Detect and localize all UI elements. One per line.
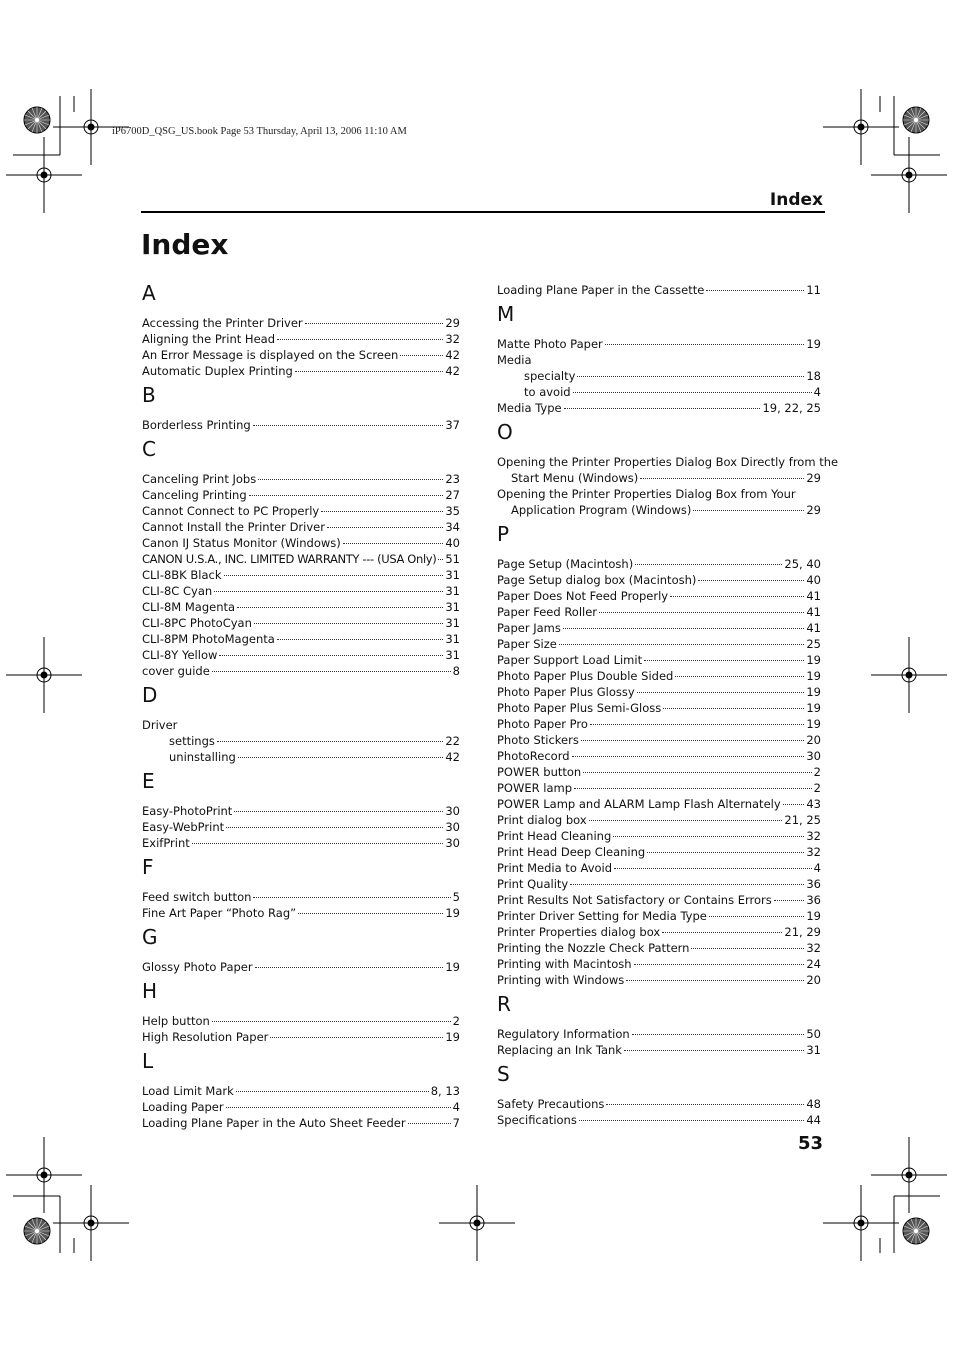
registration-mark-left-upper <box>6 137 82 213</box>
index-entry: CLI-8Y Yellow 31 <box>142 648 460 662</box>
section-letter: B <box>142 383 156 407</box>
registration-mark-bottom-center <box>439 1185 515 1261</box>
header-rule <box>141 211 825 213</box>
registration-mark-right-upper <box>871 137 947 213</box>
star-mark-top-right <box>903 107 929 133</box>
section-letter: O <box>497 420 513 444</box>
section-letter: G <box>142 925 158 949</box>
index-entry: Canon IJ Status Monitor (Windows) 40 <box>142 536 460 550</box>
running-header: Index <box>769 190 823 210</box>
index-entry: POWER button 2 <box>497 765 821 779</box>
index-subentry: settings 22 <box>169 734 460 748</box>
index-column-right <box>497 282 839 1133</box>
index-entry: CANON U.S.A., INC. LIMITED WARRANTY --- (USA Only) 51 <box>142 552 460 566</box>
registration-mark-left-middle <box>6 637 82 713</box>
index-entry: PhotoRecord 30 <box>497 749 821 763</box>
index-entry: Page Setup (Macintosh) 25, 40 <box>497 557 821 571</box>
index-section-s <box>497 1063 821 1128</box>
index-entry: CLI-8PM PhotoMagenta 31 <box>142 632 460 646</box>
index-entry: Feed switch button 5 <box>142 890 460 904</box>
index-section-e <box>142 770 460 851</box>
index-subentry: specialty 18 <box>524 369 821 383</box>
index-entry-line: Opening the Printer Properties Dialog Box Directly from the <box>497 455 839 469</box>
index-section-c <box>142 438 460 679</box>
index-entry: Printing with Windows 20 <box>497 973 821 987</box>
index-entry: Accessing the Printer Driver 29 <box>142 316 460 330</box>
index-entry: Cannot Connect to PC Properly 35 <box>142 504 460 518</box>
index-entry: Photo Paper Plus Double Sided 19 <box>497 669 821 683</box>
index-entry: Paper Jams 41 <box>497 621 821 635</box>
index-entry: Load Limit Mark 8, 13 <box>142 1084 460 1098</box>
index-entry: An Error Message is displayed on the Screen 42 <box>142 348 460 362</box>
index-section-h <box>142 980 460 1045</box>
index-section-f <box>142 856 460 921</box>
index-entry: Regulatory Information 50 <box>497 1027 821 1041</box>
index-section-r <box>497 993 821 1058</box>
index-entry: Safety Precautions 48 <box>497 1097 821 1111</box>
index-entry: CLI-8BK Black 31 <box>142 568 460 582</box>
page-title: Index <box>141 228 229 261</box>
index-entry: Photo Paper Pro 19 <box>497 717 821 731</box>
registration-mark-top-right <box>823 89 899 165</box>
index-entry: Easy-WebPrint 30 <box>142 820 460 834</box>
section-letter: R <box>497 992 511 1016</box>
index-subentry: uninstalling 42 <box>169 750 460 764</box>
star-mark-bottom-right <box>903 1218 929 1244</box>
registration-mark-right-middle <box>871 637 947 713</box>
index-entry: Borderless Printing 37 <box>142 418 460 432</box>
section-letter: H <box>142 979 158 1003</box>
index-entry: Printing with Macintosh 24 <box>497 957 821 971</box>
index-entry: Print Head Deep Cleaning 32 <box>497 845 821 859</box>
index-entry: Print Media to Avoid 4 <box>497 861 821 875</box>
index-section-o <box>497 420 839 518</box>
index-section-m <box>497 303 821 416</box>
index-entry: POWER Lamp and ALARM Lamp Flash Alternately 43 <box>497 797 821 811</box>
index-entry: Printing the Nozzle Check Pattern 32 <box>497 941 821 955</box>
index-entry: CLI-8PC PhotoCyan 31 <box>142 616 460 630</box>
index-entry: Printer Properties dialog box 21, 29 <box>497 925 821 939</box>
index-entry: Page Setup dialog box (Macintosh) 40 <box>497 573 821 587</box>
index-entry: CLI-8M Magenta 31 <box>142 600 460 614</box>
index-entry: Automatic Duplex Printing 42 <box>142 364 460 378</box>
index-entry: Help button 2 <box>142 1014 460 1028</box>
star-mark-top-left <box>24 107 50 133</box>
index-entry: Easy-PhotoPrint 30 <box>142 804 460 818</box>
index-entry: Aligning the Print Head 32 <box>142 332 460 346</box>
section-letter: P <box>497 522 510 546</box>
index-entry: POWER lamp 2 <box>497 781 821 795</box>
index-entry-line: Opening the Printer Properties Dialog Box from Your <box>497 487 796 501</box>
index-column-left <box>142 282 460 1136</box>
index-entry: Loading Paper 4 <box>142 1100 460 1114</box>
index-entry: Replacing an Ink Tank 31 <box>497 1043 821 1057</box>
star-mark-bottom-left <box>24 1218 50 1244</box>
index-entry: Canceling Printing 27 <box>142 488 460 502</box>
section-letter: C <box>142 437 156 461</box>
index-entry: Application Program (Windows) 29 <box>511 503 821 517</box>
section-letter: A <box>142 281 156 305</box>
index-entry: Photo Paper Plus Semi-Gloss 19 <box>497 701 821 715</box>
index-entry: Fine Art Paper “Photo Rag” 19 <box>142 906 460 920</box>
index-entry: Paper Feed Roller 41 <box>497 605 821 619</box>
index-entry: Paper Does Not Feed Properly 41 <box>497 589 821 603</box>
index-section-l-continued <box>497 282 821 298</box>
index-entry: High Resolution Paper 19 <box>142 1030 460 1044</box>
section-letter: F <box>142 855 154 879</box>
registration-mark-right-lower <box>871 1137 947 1213</box>
page-number: 53 <box>797 1133 823 1154</box>
index-entry: Print dialog box 21, 25 <box>497 813 821 827</box>
index-entry: Printer Driver Setting for Media Type 19 <box>497 909 821 923</box>
section-letter: E <box>142 769 155 793</box>
section-letter: D <box>142 683 158 707</box>
index-entry: Loading Plane Paper in the Cassette 11 <box>497 283 821 297</box>
index-entry: Start Menu (Windows) 29 <box>511 471 821 485</box>
section-letter: M <box>497 302 515 326</box>
registration-mark-bottom-right <box>823 1185 899 1261</box>
index-entry: Photo Paper Plus Glossy 19 <box>497 685 821 699</box>
registration-mark-bottom-left <box>53 1185 129 1261</box>
index-entry: Print Quality 36 <box>497 877 821 891</box>
index-entry: Paper Support Load Limit 19 <box>497 653 821 667</box>
index-entry: Specifications 44 <box>497 1113 821 1127</box>
index-entry: Photo Stickers 20 <box>497 733 821 747</box>
index-heading: Media <box>497 353 532 367</box>
index-section-d <box>142 684 460 765</box>
index-subentry: to avoid 4 <box>524 385 821 399</box>
index-heading: Driver <box>142 718 178 732</box>
index-entry: Cannot Install the Printer Driver 34 <box>142 520 460 534</box>
index-section-b <box>142 384 460 433</box>
index-entry: Paper Size 25 <box>497 637 821 651</box>
index-section-g <box>142 926 460 975</box>
index-entry: CLI-8C Cyan 31 <box>142 584 460 598</box>
index-entry: Canceling Print Jobs 23 <box>142 472 460 486</box>
section-letter: L <box>142 1049 154 1073</box>
index-entry: ExifPrint 30 <box>142 836 460 850</box>
index-section-a <box>142 282 460 379</box>
registration-mark-left-lower <box>6 1137 82 1213</box>
index-entry: Matte Photo Paper 19 <box>497 337 821 351</box>
section-letter: S <box>497 1062 510 1086</box>
index-entry: Glossy Photo Paper 19 <box>142 960 460 974</box>
index-entry: Media Type 19, 22, 25 <box>497 401 821 415</box>
index-section-l <box>142 1050 460 1131</box>
index-entry: Print Head Cleaning 32 <box>497 829 821 843</box>
index-entry: Loading Plane Paper in the Auto Sheet Feeder 7 <box>142 1116 460 1130</box>
index-entry: Print Results Not Satisfactory or Contains Errors 36 <box>497 893 821 907</box>
index-entry: cover guide 8 <box>142 664 460 678</box>
index-section-p <box>497 523 821 988</box>
print-slug: iP6700D_QSG_US.book Page 53 Thursday, April 13, 2006 11:10 AM <box>112 126 407 137</box>
